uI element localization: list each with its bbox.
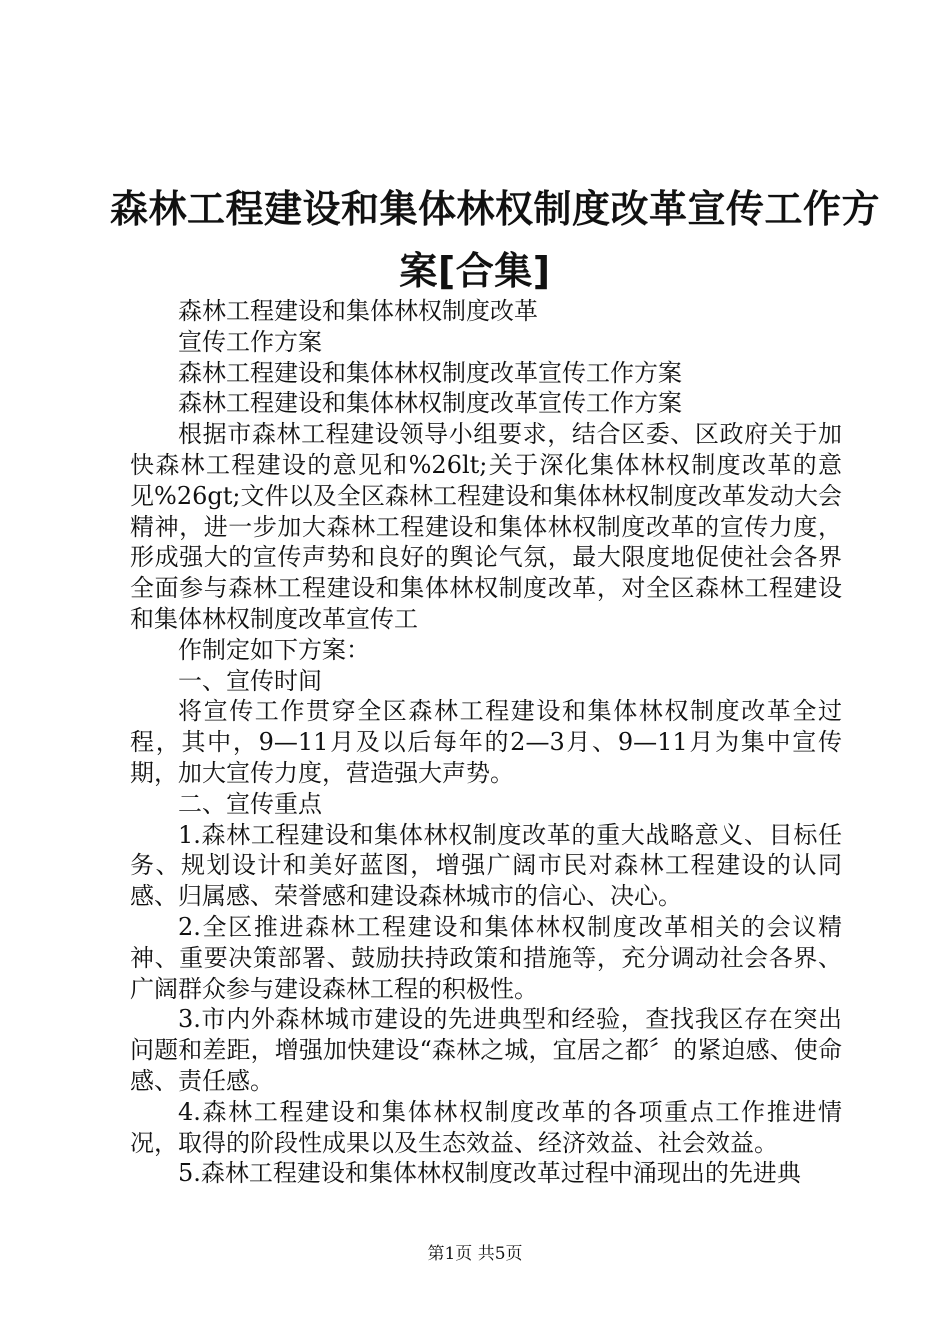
document-title [110,178,881,302]
paragraph: 森林工程建设和集体林权制度改革 [178,297,538,325]
paragraph: 作制定如下方案： [178,635,370,664]
list-item: 5.森林工程建设和集体林权制度改革过程中涌现出的先进典 [178,1159,801,1188]
list-item: 3.市内外森林城市建设的先进典型和经验，查找我区存在突出问题和差距，增强加快建设“森林之城，宜居之都〞的紧迫感、使命感、责任感。 [130,1005,842,1095]
list-item: 4.森林工程建设和集体林权制度改革的各项重点工作推进情况，取得的阶段性成果以及生态效益、经济效益、社会效益。 [130,1097,842,1157]
section-heading: 一、宣传时间 [178,666,322,695]
paragraph: 森林工程建设和集体林权制度改革宣传工作方案 [178,389,682,418]
title-line-1: 森林工程建设和集体林权制度改革宣传工作方 [110,187,881,231]
list-item: 1.森林工程建设和集体林权制度改革的重大战略意义、目标任务、规划设计和美好蓝图，增强广阔市民对森林工程建设的认同感、归属感、荣誉感和建设森林城市的信心、决心。 [130,820,842,911]
page-footer: 第1页 共5页 [427,1244,523,1264]
paragraph: 将宣传工作贯穿全区森林工程建设和集体林权制度改革全过程，其中，9—11月及以后每年的2—3月、9—11月为集中宣传期，加大宣传力度，营造强大声势。 [130,697,842,787]
document-body [130,296,842,1189]
section-heading: 二、宣传重点 [178,789,322,818]
paragraph: 根据市森林工程建设领导小组要求，结合区委、区政府关于加快森林工程建设的意见和%26lt;关于深化集体林权制度改革的意见%26gt;文件以及全区森林工程建设和集体林权制度改革发动大会精神，进一步加大森林工程建设和集体林权制度改革的宣传力度，形成强大的宣传声势和良好的舆论气氛，最大限度地促使社会各界全面参与森林工程建设和集体林权制度改革，对全区森林工程建设和集体林权制度改革宣传工 [130,420,842,633]
list-item: 2.全区推进森林工程建设和集体林权制度改革相关的会议精神、重要决策部署、鼓励扶持政策和措施等，充分调动社会各界、广阔群众参与建设森林工程的积极性。 [130,912,842,1003]
title-line-2: 案[合集] [399,249,551,293]
paragraph: 宣传工作方案 [178,327,322,356]
paragraph: 森林工程建设和集体林权制度改革宣传工作方案 [178,358,682,387]
